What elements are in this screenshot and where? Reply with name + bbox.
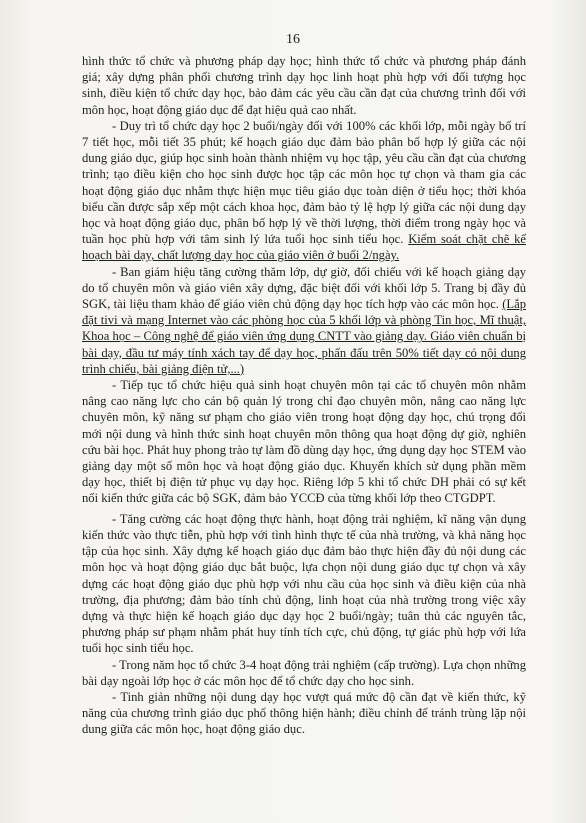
paragraph-text: - Tinh giản những nội dung dạy học vượt quá mức độ cần đạt về kiến thức, kỹ năng của chương trình giáo dục phổ thông hiện hành; điều chỉnh để tránh trùng lặp nội dung giữa các môn học, hoạt động giáo dục. <box>82 689 526 737</box>
paragraph <box>82 689 526 738</box>
paragraph-text: - Duy trì tổ chức dạy học 2 buổi/ngày đối với 100% các khối lớp, mỗi ngày bố trí 7 tiết học, mỗi tiết 35 phút; kế hoạch giáo dục đảm bảo phân bố hợp lý giữa các nội dung giáo dục, giúp học sinh hoàn thành nhiệm vụ học tập, yêu cầu cần đạt của chương trình; tạo điều kiện cho học sinh được học tập các môn học tự chọn và tham gia các hoạt động giáo dục nhằm thực hiện mục tiêu giáo dục toàn diện ở tiểu học; thời khóa biểu cần được sắp xếp một cách khoa học, đảm bảo tỷ lệ hợp lý giữa các nội dung dạy học và hoạt động giáo dục, phân bố hợp lý về thời lượng, thời điểm trong ngày học và tuần học phù hợp với tâm sinh lý lứa tuổi học sinh tiểu học. <box>82 118 526 247</box>
paragraph <box>82 657 526 689</box>
paragraph-text: - Trong năm học tổ chức 3-4 hoạt động trải nghiệm (cấp trường). Lựa chọn những bài dạy ngoài lớp học ở các môn học để tổ chức dạy cho học sinh. <box>82 657 526 688</box>
paragraph <box>82 264 526 377</box>
paragraph-text: - Tiếp tục tổ chức hiệu quả sinh hoạt chuyên môn tại các tổ chuyên môn nhằm nâng cao năng lực cho cán bộ quản lý trong chỉ đạo chuyên môn, nâng cao năng lực chuyên môn, kỹ năng sư phạm cho giáo viên trong hoạt động dạy học, chú trọng đổi mới nội dung và hình thức sinh hoạt chuyên môn thông qua hoạt động dự giờ, nghiên cứu bài học. Phát huy phong trào tự làm đồ dùng dạy học, ứng dụng dạy học STEM vào giảng dạy một số môn học và hoạt động giáo dục. Khuyến khích sử dụng phần mềm dạy học, thiết bị điện tử phục vụ dạy học. Riêng lớp 5 khi tổ chức DH phải có sự kết nối kiến thức giữa các bộ SGK, đảm bảo YCCĐ của từng khối lớp theo CTGDPT. <box>82 378 526 506</box>
paragraph <box>82 377 526 507</box>
underlined-text: Kiểm soát chặt chẽ kế hoạch bài dạy, chất lượng dạy học của giáo viên ở buổi 2/ngày. <box>82 232 526 263</box>
paragraph-text: - Tăng cường các hoạt động thực hành, hoạt động trải nghiệm, kĩ năng vận dụng kiến thức vào thực tiễn, phù hợp với tình hình thực tế của nhà trường, và khả năng học tập của học sinh. Xây dựng kế hoạch giáo dục đảm bảo thực hiện đầy đủ nội dung các môn học và hoạt động giáo dục bắt buộc, lựa chọn nội dung giáo dục tự chọn và xây dựng các hoạt động giáo dục phù hợp với nhu cầu của học sinh và điều kiện của nhà trường, địa phương; đảm bảo tính chủ động, linh hoạt của nhà trường trong việc xây dựng và thực hiện kế hoạch giáo dục dạy học 2 buổi/ngày; tuân thủ các nguyên tắc, phương pháp sư phạm nhằm phát huy tính tích cực, chủ động, tự giác phù hợp với lứa tuổi học sinh tiểu học. <box>82 511 526 656</box>
page-number: 16 <box>286 32 300 47</box>
underlined-text: (Lắp đặt tivi và mạng Internet vào các phòng học của 5 khối lớp và phòng Tin học, Mĩ thuật, Khoa học – Công nghệ để giáo viên ứng dụng CNTT vào giảng dạy. Giáo viên chuẩn bị bài dạy, đầu tư máy tính xách tay để dạy học, phấn đấu trên 50% tiết dạy có nội dung trình chiếu, bài giảng điện tử,...) <box>82 297 526 376</box>
paragraph <box>82 118 526 264</box>
paragraph-text: - Ban giám hiệu tăng cường thăm lớp, dự giờ, đối chiếu với kế hoạch giảng dạy do tổ chuyên môn và giáo viên xây dựng, đặc biệt đối với khối lớp 5. Trang bị đầy đủ SGK, tài liệu tham khảo để giáo viên chủ động dạy học tích hợp vào các môn học. <box>82 264 526 312</box>
document-body <box>82 53 526 738</box>
paragraph <box>82 53 526 118</box>
paragraph-text: hình thức tổ chức và phương pháp dạy học; hình thức tổ chức và phương pháp đánh giá; xây dựng phân phối chương trình dạy học linh hoạt phù hợp với đối tượng học sinh, điều kiện tổ chức dạy học, bảo đảm các yêu cầu cần đạt của chương trình đối với môn học, hoạt động giáo dục để đạt hiệu quả cao nhất. <box>82 54 526 117</box>
paragraph <box>82 511 526 657</box>
